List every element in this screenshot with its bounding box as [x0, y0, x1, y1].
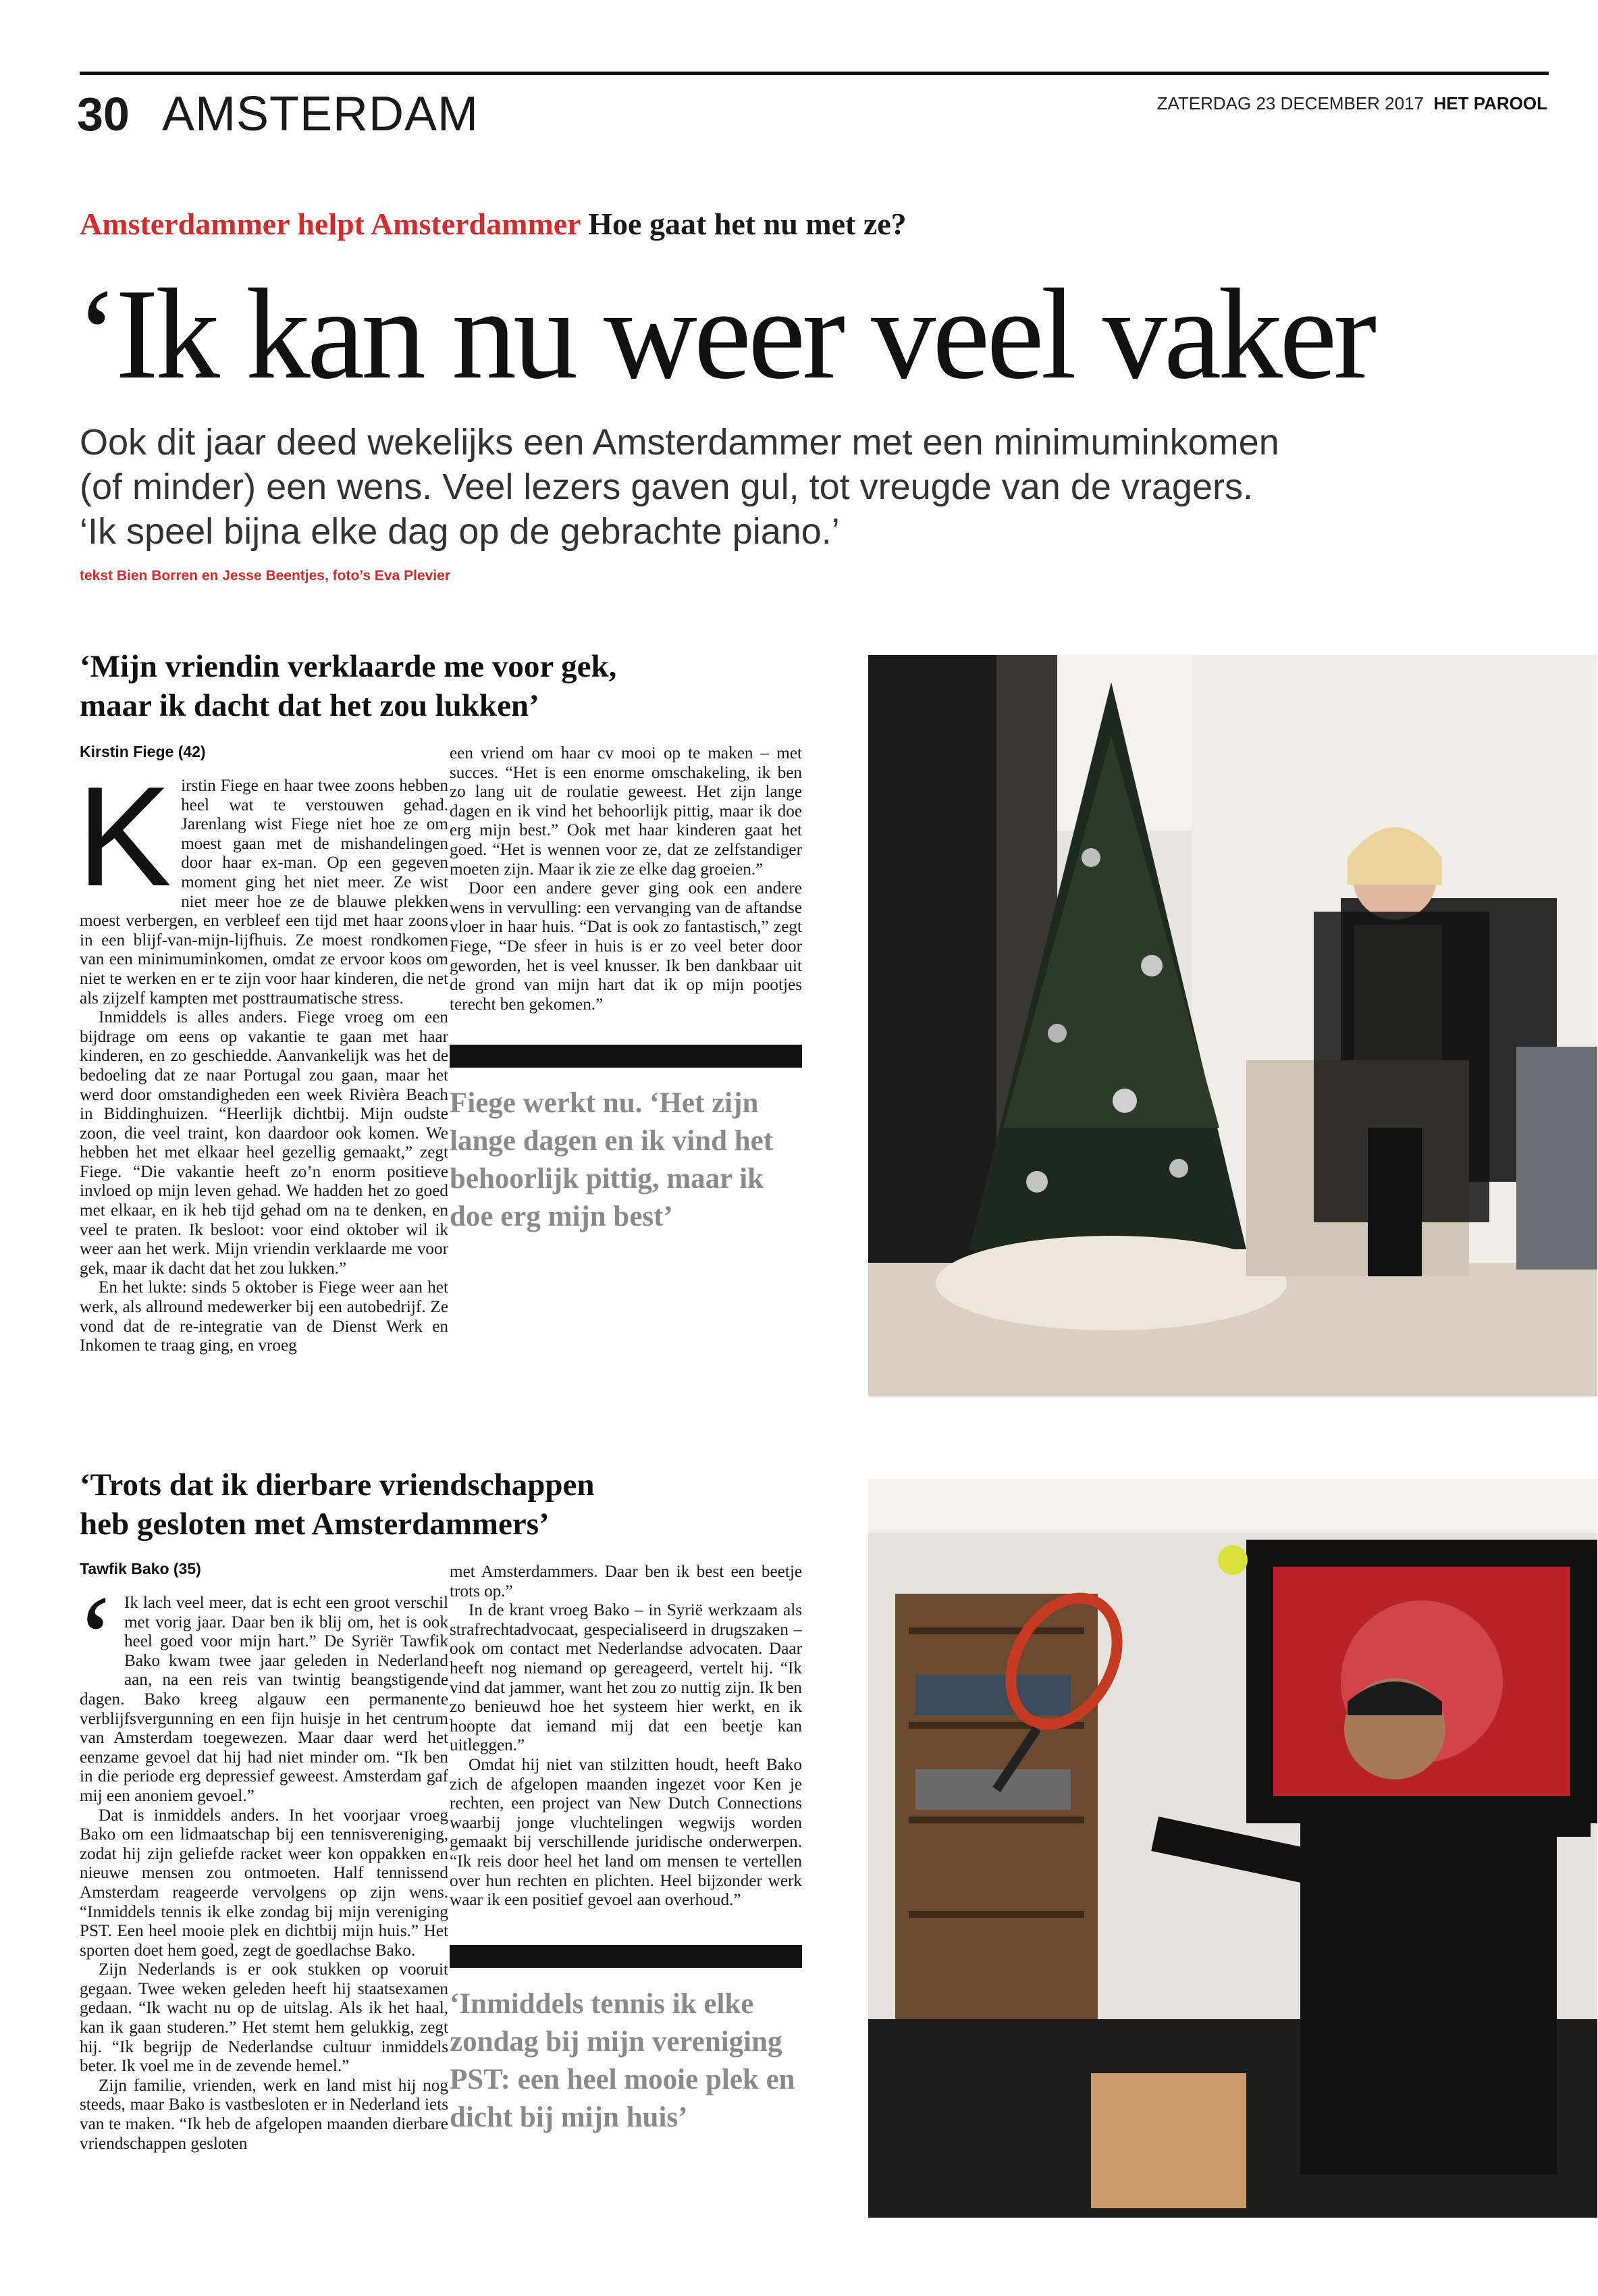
story1-subhead: [80, 647, 822, 725]
story1-paragraph: En het lukte: sinds 5 oktober is Fiege weer aan het werk, als allround medewerker bij een autobedrijf. Ze vond dat de re-integratie van de Dienst Werk en Inkomen te traag ging, en vroeg: [80, 1278, 448, 1355]
headline: ‘Ik kan nu weer veel vaker: [76, 262, 1374, 406]
story2-column1: [76, 1571, 448, 2218]
story2-subhead-line1: ‘Trots dat ik dierbare vriendschappen: [80, 1467, 595, 1503]
story2-paragraph: Zijn Nederlands is er ook stukken op vooruit gegaan. Twee weken geleden heeft hij staatsexamen gedaan. “Ik wacht nu op de uitslag. Als ik het haal, kan ik gaan studeren.” Het stemt hem gelukkig, zegt hij. “Ik begrijp de Nederlandse cultuur inmiddels beter. Ik voel me in de zevende hemel.”: [80, 1960, 448, 2076]
kicker-subtitle: Hoe gaat het nu met ze?: [588, 207, 907, 241]
story1-subhead-line1: ‘Mijn vriendin verklaarde me voor gek,: [80, 649, 617, 684]
story2-photo: [868, 1479, 1597, 2218]
story1-column2: [450, 744, 802, 1038]
story1-pullquote: Fiege werkt nu. ‘Het zijn lange dagen en ik vind het behoorlijk pittig, maar ik doe erg mijn best’: [450, 1087, 774, 1232]
section-title: AMSTERDAM: [162, 87, 479, 141]
intro-text: Ook dit jaar deed wekelijks een Amsterdammer met een minimuminkomen (of minder) een wens. Veel lezers gaven gul, tot vreugde van de vragers. ‘Ik speel bijna elke dag op de gebrachte piano.’: [80, 422, 1279, 552]
dateline: [1157, 92, 1547, 115]
story2-subhead: [80, 1465, 822, 1544]
story1-paragraph: irstin Fiege en haar twee zoons hebben heel wat te verstouwen gehad. Jarenlang wist Fiege niet hoe ze om moest gaan met de mishandelingen door haar ex-man. Op een gegeven moment ging het niet meer. Ze wist niet meer hoe ze de blauwe plekken moest verbergen, en verbleef een tijd met haar zoons in een blijf-van-mijn-lijfhuis. Ze moest rondkomen van een minimuminkomen, omdat ze ervoor koos om niet te werken en er te zijn voor haar kinderen, die net als zijzelf kampten met posttraumatische stress.: [80, 777, 448, 1008]
page-number: 30: [77, 88, 130, 140]
story2-paragraph: In de krant vroeg Bako – in Syrië werkzaam als strafrechtadvocaat, gespecialiseerd in drugszaken – ook om contact met Nederlandse advocaten. Daar heeft nog niemand op gereageerd, vertelt hij. “Ik vind dat jammer, want het zou zo nuttig zijn. Ik ben zo benieuwd hoe het systeem hier werkt, en ik hoopte dat iemand mij dat een beetje kan uitleggen.”: [450, 1601, 802, 1755]
story1-dropcap: K: [77, 757, 172, 916]
story2-column2: [450, 1563, 802, 1938]
issue-date: ZATERDAG 23 DECEMBER 2017: [1156, 93, 1424, 113]
story2-paragraph: Dat is inmiddels anders. In het voorjaar vroeg Bako om een lidmaatschap bij een tennisvereniging, zodat hij zijn geliefde racket weer kon oppakken en nieuwe mensen zou ontmoeten. Half tennissend Amsterdam reageerde vervolgens op zijn wens. “Inmiddels tennis ik elke zondag bij mijn vereniging PST. Een heel mooie plek en dichtbij mijn huis.” Het sporten doet hem goed, zegt de goedlachse Bako.: [80, 1806, 448, 1960]
story2-byline: Tawfik Bako (35): [80, 1560, 201, 1577]
story2-dropquote: ‘: [76, 1571, 116, 1705]
top-rule: [80, 72, 1549, 75]
story1-paragraph: Inmiddels is alles anders. Fiege vroeg om een bijdrage om eens op vakantie te gaan met haar kinderen, en zo geschiedde. Aanvankelijk was het de bedoeling dat ze naar Portugal zou gaan, maar het werd door omstandigheden een week Rivièra Beach in Biddinghuizen. “Heerlijk dichtbij. Mijn oudste zoon, die veel traint, kon daardoor ook komen. We hebben het met elkaar heel gezellig gemaakt,” zegt Fiege. “Die vakantie heeft zo’n enorm positieve invloed op mijn leven gehad. We hadden het zo goed met elkaar, en ik heb tijd gehad om na te denken, en veel te praten. Ik besloot: voor eind oktober wil ik weer aan het werk. Mijn vriendin verklaarde me voor gek, maar ik dacht dat het zou lukken.”: [80, 1008, 448, 1278]
story1-paragraph: een vriend om haar cv mooi op te maken – met succes. “Het is een enorme omschakeling, ik ben zo lang uit de roulatie geweest. Het zijn lange dagen en ik vind het behoorlijk pittig, maar ik doe erg mijn best.” Ook met haar kinderen gaat het goed. “Het is wennen voor ze, dat ze zelfstandiger moeten zijn. Maar ik zie ze elke dag groeien.”: [450, 744, 802, 879]
story1-subhead-line2: maar ik dacht dat het zou lukken’: [80, 688, 539, 723]
credit-line: tekst Bien Borren en Jesse Beentjes, foto’s Eva Plevier: [80, 568, 450, 583]
story1-photo: [868, 655, 1597, 1397]
story2-paragraph: met Amsterdammers. Daar ben ik best een beetje trots op.”: [450, 1563, 802, 1600]
photo-christmas-tree-woman: [868, 655, 1597, 1397]
story2-quote-bar: [450, 1945, 802, 1968]
story2-subhead-line2: heb gesloten met Amsterdammers’: [80, 1507, 550, 1542]
photo-man-with-tennis-racket: [868, 1479, 1597, 2218]
story1-paragraph: Door een andere gever ging ook een andere wens in vervulling: een vervanging van de aftandse vloer in haar huis. “Dat is ook zo fantastisch,” zegt Fiege, “De sfeer in huis is er zo veel beter door geworden, het is veel knusser. Ik ben dankbaar uit de grond van mijn hart dat ik op mijn pootjes terecht ben gekomen.”: [450, 879, 802, 1014]
story2-paragraph: Zijn familie, vrienden, werk en land mist hij nog steeds, maar Bako is vastbesloten er in Nederland iets van te maken. “Ik heb de afgelopen maanden dierbare vriendschappen gesloten: [80, 2076, 448, 2153]
kicker-series: Amsterdammer helpt Amsterdammer: [80, 207, 581, 241]
kicker: [80, 204, 907, 244]
story1-byline: Kirstin Fiege (42): [80, 743, 206, 760]
newspaper-name: HET PAROOL: [1433, 93, 1547, 113]
story2-paragraph: Omdat hij niet van stilzitten houdt, heeft Bako zich de afgelopen maanden ingezet voor Ken je rechten, een project van New Dutch Connections waarbij jonge vluchtelingen wegwijs worden gemaakt bij verschillende juridische onderwerpen. “Ik reis door heel het land om mensen te vertellen over hun rechten en plichten. Heel bijzonder werk waar ik een positief gevoel aan overhoud.”: [450, 1755, 802, 1910]
story2-paragraph: Ik lach veel meer, dat is echt een groot verschil met vorig jaar. Daar ben ik blij om, het is ook heel goed voor mijn hart.” De Syriër Tawfik Bako kwam twee jaar geleden in Nederland aan, na een reis van twintig beangstigende dagen. Bako kreeg algauw een permanente verblijfsvergunning en een fijn huisje in het centrum van Amsterdam toegewezen. Maar daar werd het eenzame gevoel dat hij had niet minder om. “Ik ben in die periode erg depressief geweest. Amsterdam gaf mij een anoniem gevoel.”: [80, 1594, 448, 1805]
story2-pullquote: ‘Inmiddels tennis ik elke zondag bij mijn vereniging PST: een heel mooie plek en dicht bij mijn huis’: [450, 1988, 795, 2133]
story1-quote-bar: [450, 1045, 802, 1068]
story1-column1: [77, 757, 448, 1405]
